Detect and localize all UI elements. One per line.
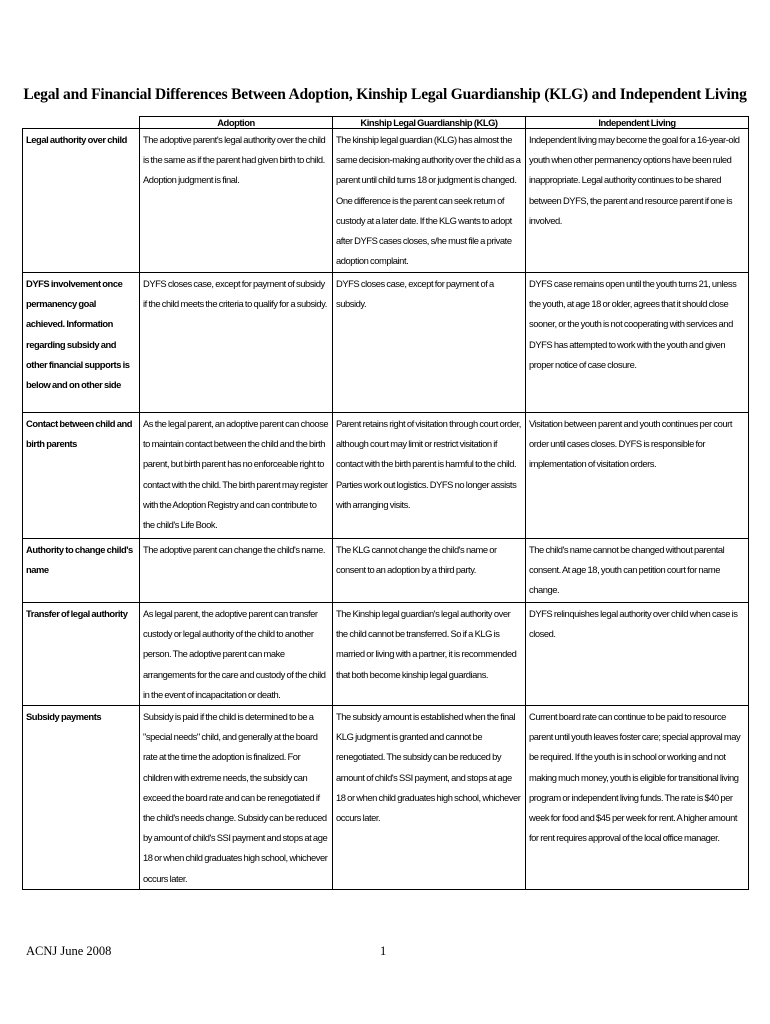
document-title: Legal and Financial Differences Between Adoption, Kinship Legal Guardianship (KLG) and Independent Living: [23, 86, 747, 103]
cell-adoption: DYFS closes case, except for payment of subsidy if the child meets the criteria to qualify for a subsidy.: [140, 273, 333, 413]
cell-independent-living: Visitation between parent and youth continues per court order until cases closes. DYFS is responsible for implementation of visitation orders.: [526, 413, 749, 539]
cell-independent-living: Independent living may become the goal for a 16-year-old youth when other permanency options have been ruled inappropriate. Legal authority continues to be shared between DYFS, the parent and resource parent if one is involved.: [526, 129, 749, 273]
column-header-adoption: Adoption: [140, 117, 333, 129]
cell-klg: The KLG cannot change the child's name or consent to an adoption by a third party.: [333, 539, 526, 603]
column-header-independent-living: Independent Living: [526, 117, 749, 129]
row-label-change-name: Authority to change child's name: [23, 539, 140, 603]
table-row: [23, 413, 749, 539]
table-header-row: [23, 117, 749, 129]
row-label-legal-authority: Legal authority over child: [23, 129, 140, 273]
cell-adoption: The adoptive parent can change the child's name.: [140, 539, 333, 603]
cell-klg: Parent retains right of visitation through court order, although court may limit or restrict visitation if contact with the birth parent is harmful to the child. Parties work out logistics. DYFS no longer assists with arranging visits.: [333, 413, 526, 539]
cell-independent-living: DYFS case remains open until the youth turns 21, unless the youth, at age 18 or older, agrees that it should close sooner, or the youth is not cooperating with services and DYFS has attempted to work with the youth and given proper notice of case closure.: [526, 273, 749, 413]
header-blank-cell: [23, 117, 140, 129]
table-row: [23, 603, 749, 706]
footer-source-date: ACNJ June 2008: [26, 944, 112, 958]
row-label-contact-birth-parents: Contact between child and birth parents: [23, 413, 140, 539]
table-row: [23, 539, 749, 603]
column-header-klg: Kinship Legal Guardianship (KLG): [333, 117, 526, 129]
cell-klg: DYFS closes case, except for payment of a subsidy.: [333, 273, 526, 413]
cell-klg: The Kinship legal guardian's legal authority over the child cannot be transferred. So if a KLG is married or living with a partner, it is recommended that both become kinship legal guardians.: [333, 603, 526, 706]
row-label-dyfs-involvement: DYFS involvement once permanency goal achieved. Information regarding subsidy and other financial supports is below and on other side: [23, 273, 140, 413]
comparison-table: [22, 116, 749, 890]
table-row: [23, 129, 749, 273]
cell-independent-living: DYFS relinquishes legal authority over child when case is closed.: [526, 603, 749, 706]
cell-adoption: Subsidy is paid if the child is determined to be a "special needs" child, and generally at the board rate at the time the adoption is finalized. For children with extreme needs, the subsidy can exceed the board rate and can be renegotiated if the child's needs change. Subsidy can be reduced by amount of child's SSI payment and stops at age 18 or when child graduates high school, whichever occurs later.: [140, 706, 333, 890]
page-number: 1: [380, 944, 387, 958]
cell-independent-living: Current board rate can continue to be paid to resource parent until youth leaves foster care; special approval may be required. If the youth is in school or working and not making much money, youth is eligible for transitional living program or independent living funds. The rate is $40 per week for food and $45 per week for rent. A higher amount for rent requires approval of the local office manager.: [526, 706, 749, 890]
row-label-transfer-authority: Transfer of legal authority: [23, 603, 140, 706]
cell-klg: The kinship legal guardian (KLG) has almost the same decision-making authority over the child as a parent until child turns 18 or judgment is changed. One difference is the parent can seek return of custody at a later date. If the KLG wants to adopt after DYFS cases closes, s/he must file a private adoption complaint.: [333, 129, 526, 273]
cell-adoption: As legal parent, the adoptive parent can transfer custody or legal authority of the child to another person. The adoptive parent can make arrangements for the care and custody of the child in the event of incapacitation or death.: [140, 603, 333, 706]
cell-klg: The subsidy amount is established when the final KLG judgment is granted and cannot be renegotiated. The subsidy can be reduced by amount of child's SSI payment, and stops at age 18 or when child graduates high school, whichever occurs later.: [333, 706, 526, 890]
cell-adoption: The adoptive parent's legal authority over the child is the same as if the parent had given birth to child. Adoption judgment is final.: [140, 129, 333, 273]
table-row: [23, 273, 749, 413]
row-label-subsidy-payments: Subsidy payments: [23, 706, 140, 890]
table-row: [23, 706, 749, 890]
cell-independent-living: The child's name cannot be changed without parental consent. At age 18, youth can petition court for name change.: [526, 539, 749, 603]
cell-adoption: As the legal parent, an adoptive parent can choose to maintain contact between the child and the birth parent, but birth parent has no enforceable right to contact with the child. The birth parent may register with the Adoption Registry and can contribute to the child's Life Book.: [140, 413, 333, 539]
